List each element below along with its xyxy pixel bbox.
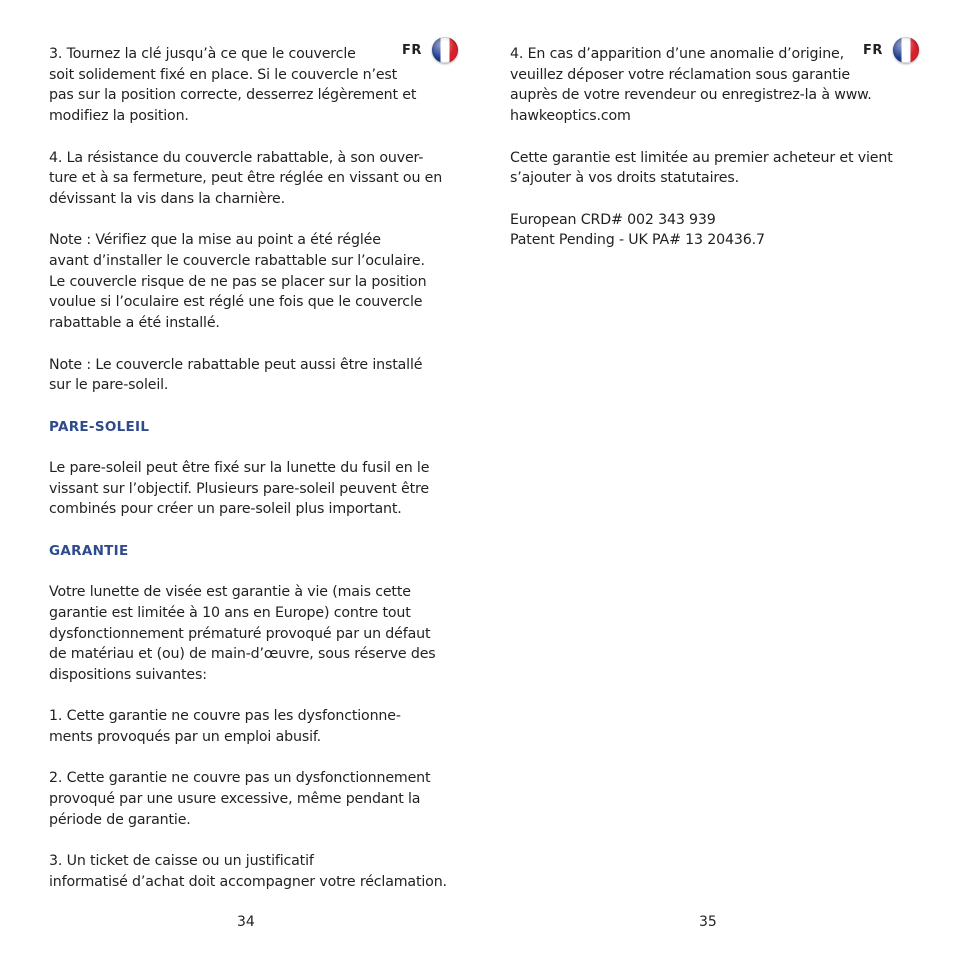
page-number: 35 [699, 914, 717, 930]
heading-warranty: GARANTIE [49, 542, 129, 559]
paragraph-warranty-1: 1. Cette garantie ne couvre pas les dysfonctionne- ments provoqués par un emploi abusif. [49, 708, 401, 746]
paragraph-warranty-intro: Votre lunette de visée est garantie à vie (mais cette garantie est limitée à 10 ans en Europe) contre tout dysfonctionnement prématuré provoqué par un défaut de matériau et (ou) de main-d’œuvre, sous réserve des dispositions suivantes: [49, 584, 436, 683]
left-text-column [49, 44, 449, 913]
paragraph-step-3: 3. Tournez la clé jusqu’à ce que le couvercle soit solidement fixé en place. Si le couvercle n’est pas sur la position correcte, desserrez légèrement et modifiez la position. [49, 46, 417, 125]
language-code: FR [863, 42, 883, 58]
paragraph-step-4: 4. La résistance du couvercle rabattable, à son ouver- ture et à sa fermeture, peut être réglée en vissant ou en dévissant la vis dans la charnière. [49, 149, 443, 207]
note-sunshade: Note : Le couvercle rabattable peut aussi être installé sur le pare-soleil. [49, 356, 423, 394]
right-page [477, 0, 954, 954]
language-code: FR [402, 42, 422, 58]
paragraph-warranty-4: 4. En cas d’apparition d’une anomalie d’origine, veuillez déposer votre réclamation sous garantie auprès de votre revendeur ou enregistrez-la à www. hawkeoptics.com [510, 46, 872, 125]
paragraph-sunshade: Le pare-soleil peut être fixé sur la lunette du fusil en le vissant sur l’objectif. Plusieurs pare-soleil peuvent être combinés pour créer un pare-soleil plus important. [49, 459, 430, 518]
page-number: 34 [237, 914, 255, 930]
paragraph-registration: European CRD# 002 343 939 Patent Pending - UK PA# 13 20436.7 [510, 211, 765, 249]
heading-sunshade: PARE-SOLEIL [49, 418, 150, 435]
right-text-column [510, 44, 910, 272]
paragraph-warranty-2: 2. Cette garantie ne couvre pas un dysfonctionnement provoqué par une usure excessive, même pendant la période de garantie. [49, 770, 431, 828]
paragraph-warranty-3: 3. Un ticket de caisse ou un justificatif informatisé d’achat doit accompagner votre réclamation. [49, 853, 447, 890]
paragraph-first-buyer: Cette garantie est limitée au premier acheteur et vient s’ajouter à vos droits statutaires. [510, 149, 893, 187]
note-focus: Note : Vérifiez que la mise au point a été réglée avant d’installer le couvercle rabattable sur l’oculaire. Le couvercle risque de ne pas se placer sur la position voulue si l’oculaire est réglé une fois que le couvercle rabattable a été installé. [49, 232, 427, 332]
